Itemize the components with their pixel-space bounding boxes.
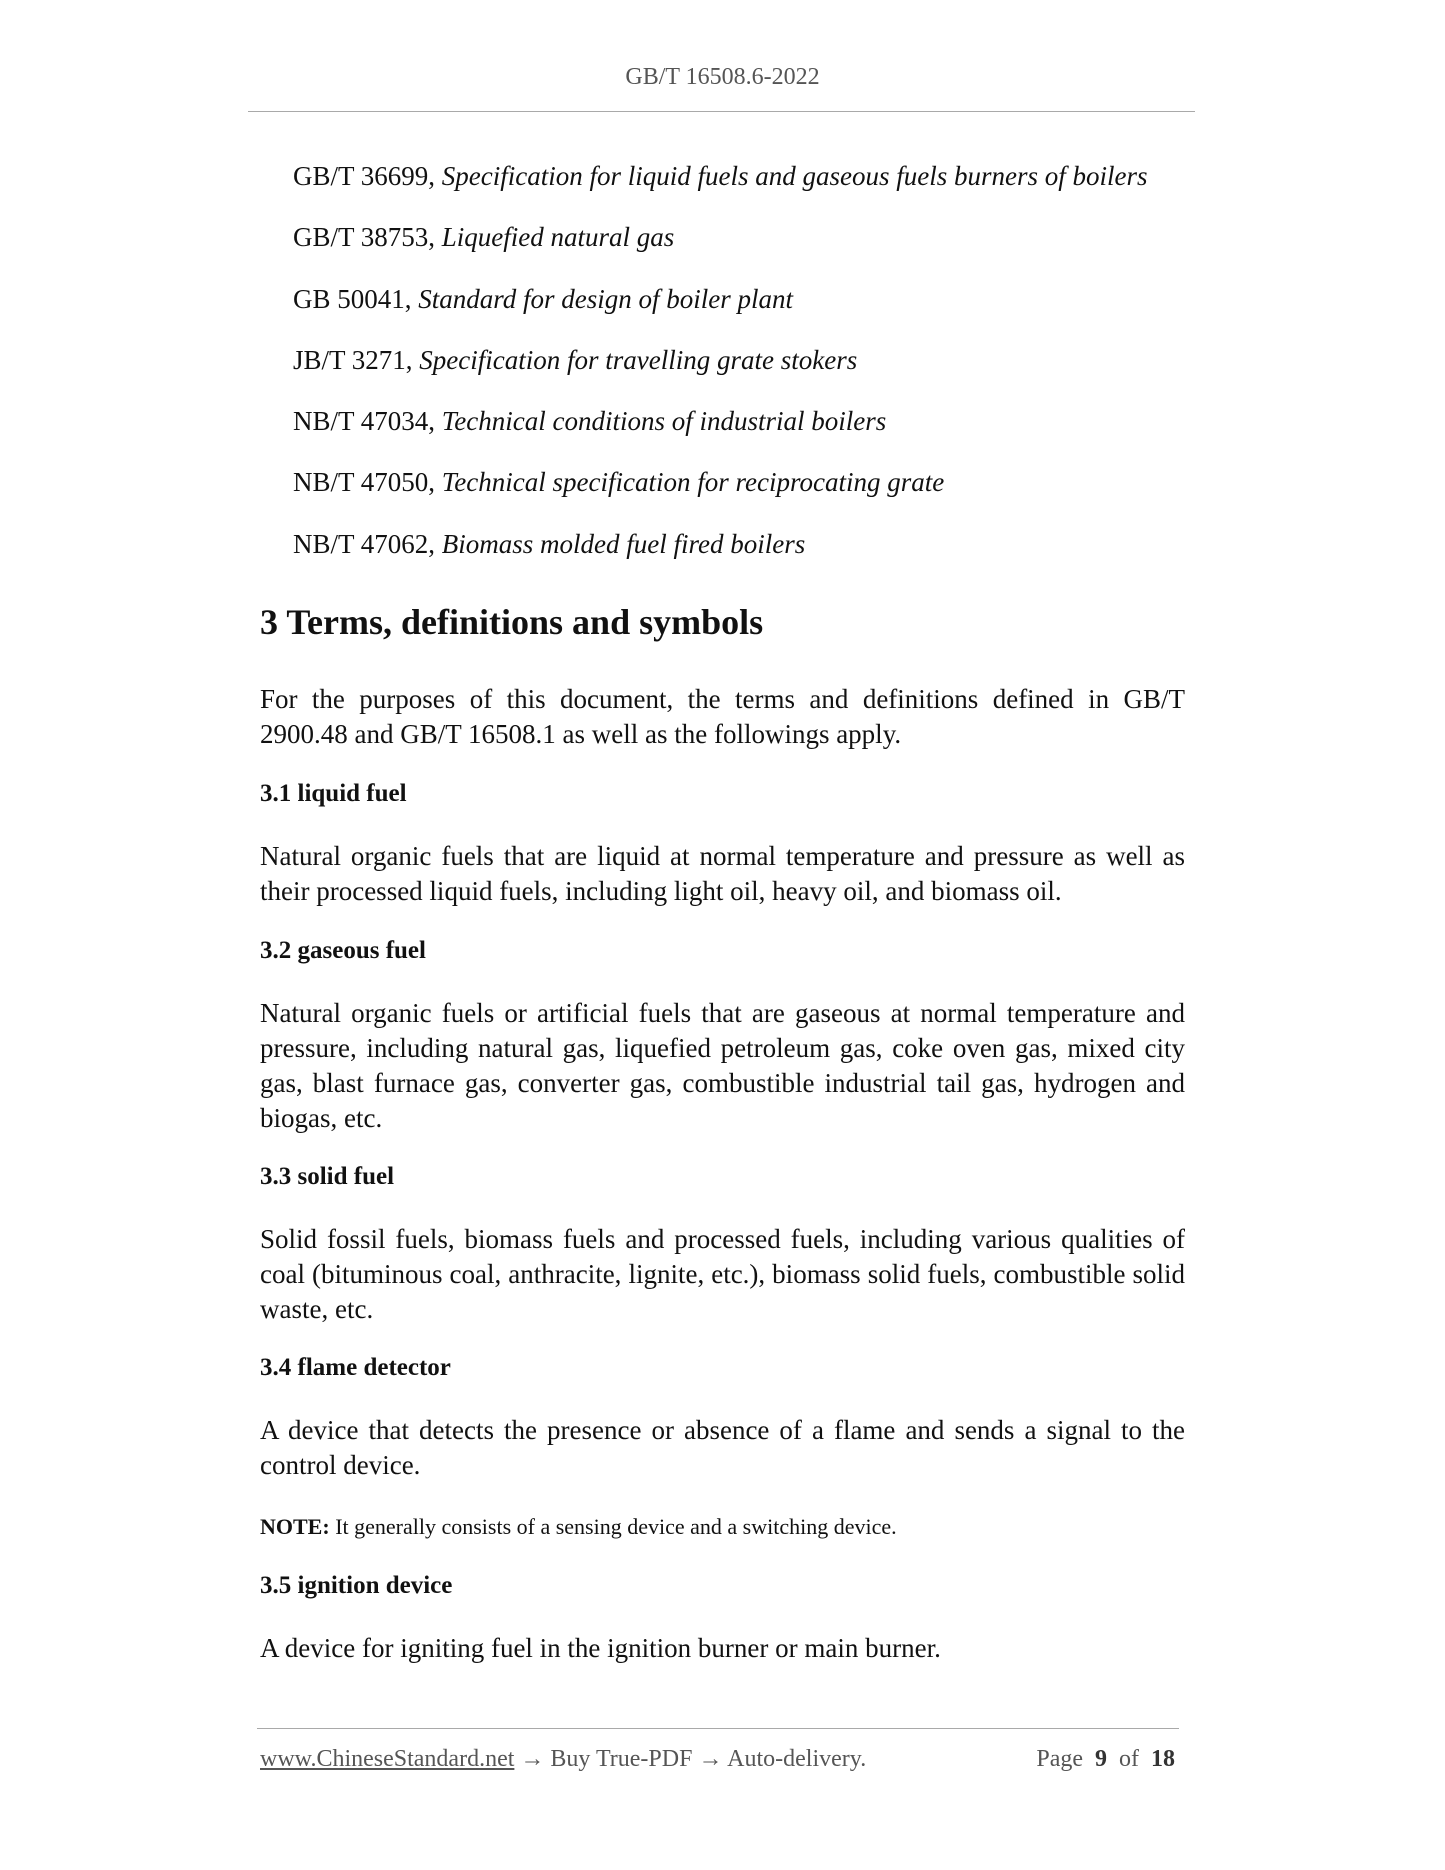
term-note	[260, 1514, 1185, 1540]
footer-divider	[257, 1728, 1179, 1729]
term-definition: A device for igniting fuel in the ignition burner or main burner.	[260, 1633, 941, 1663]
term-heading: 3.3 solid fuel	[260, 1163, 395, 1190]
page-label: Page	[1036, 1746, 1083, 1772]
term-heading: 3.5 ignition device	[260, 1572, 453, 1599]
reference-title: Liquefied natural gas	[441, 222, 675, 253]
term-definition: Natural organic fuels or artificial fuels that are gaseous at normal temperature and pressure, including natural gas, liquefied petroleum gas, coke oven gas, mixed city gas, blast furnace gas, converter gas, combustible industrial tail gas, hydrogen and biogas, etc.	[260, 998, 1185, 1133]
reference-title: Biomass molded fuel fired boilers	[441, 528, 806, 559]
header-title: GB/T 16508.6-2022	[625, 64, 820, 90]
section-heading: 3 Terms, definitions and symbols	[260, 602, 764, 642]
term-heading: 3.1 liquid fuel	[260, 780, 407, 807]
reference-item: NB/T 47034, Technical conditions of industrial boilers	[293, 406, 887, 437]
website-link[interactable]: www.ChineseStandard.net	[260, 1746, 515, 1772]
page-indicator	[1036, 1746, 1175, 1773]
reference-item: GB/T 38753, Liquefied natural gas	[293, 222, 675, 253]
reference-title: Specification for travelling grate stokers	[419, 344, 858, 375]
reference-title: Technical specification for reciprocating grate	[441, 467, 945, 498]
reference-code: NB/T 47034	[293, 406, 429, 437]
term-definition: Solid fossil fuels, biomass fuels and processed fuels, including various qualities of coal (bituminous coal, anthracite, lignite, etc.), biomass solid fuels, combustible solid waste, etc.	[260, 1224, 1185, 1324]
reference-item: JB/T 3271, Specification for travelling grate stokers	[293, 344, 858, 375]
reference-title: Standard for design of boiler plant	[418, 283, 794, 314]
reference-code: JB/T 3271	[293, 344, 406, 375]
page-current: 9	[1095, 1746, 1107, 1772]
arrow-icon: →	[698, 1746, 723, 1772]
reference-item: GB/T 36699, Specification for liquid fuels and gaseous fuels burners of boilers	[293, 161, 1148, 191]
header-divider	[248, 111, 1195, 112]
reference-title: Specification for liquid fuels and gaseous fuels burners of boilers	[441, 161, 1148, 191]
reference-title: Technical conditions of industrial boilers	[441, 406, 887, 437]
buy-text: Buy True-PDF	[550, 1746, 693, 1772]
term-definition: Natural organic fuels that are liquid at normal temperature and pressure as well as their processed liquid fuels, including light oil, heavy oil, and biomass oil.	[260, 841, 1185, 906]
reference-code: GB/T 38753	[293, 222, 429, 253]
arrow-icon: →	[520, 1746, 545, 1772]
footer-promo	[260, 1746, 866, 1773]
page-of: of	[1119, 1746, 1139, 1772]
note-label: NOTE:	[260, 1514, 330, 1539]
reference-item: NB/T 47050, Technical specification for reciprocating grate	[293, 467, 945, 498]
term-heading: 3.2 gaseous fuel	[260, 937, 426, 964]
delivery-text: Auto-delivery.	[727, 1746, 867, 1772]
reference-code: NB/T 47050	[293, 467, 429, 498]
page-total: 18	[1151, 1746, 1175, 1772]
reference-code: GB 50041	[293, 283, 405, 314]
reference-item: NB/T 47062, Biomass molded fuel fired boilers	[293, 528, 806, 559]
term-heading: 3.4 flame detector	[260, 1354, 451, 1381]
normative-references-list	[293, 157, 1193, 586]
section-intro: For the purposes of this document, the terms and definitions defined in GB/T 2900.48 and GB/T 16508.1 as well as the followings apply.	[260, 684, 1185, 749]
reference-code: NB/T 47062	[293, 528, 429, 559]
term-definition: A device that detects the presence or absence of a flame and sends a signal to the control device.	[260, 1415, 1185, 1480]
reference-code: GB/T 36699	[293, 161, 429, 191]
note-text: It generally consists of a sensing device and a switching device.	[329, 1514, 897, 1539]
reference-item: GB 50041, Standard for design of boiler plant	[293, 283, 794, 314]
